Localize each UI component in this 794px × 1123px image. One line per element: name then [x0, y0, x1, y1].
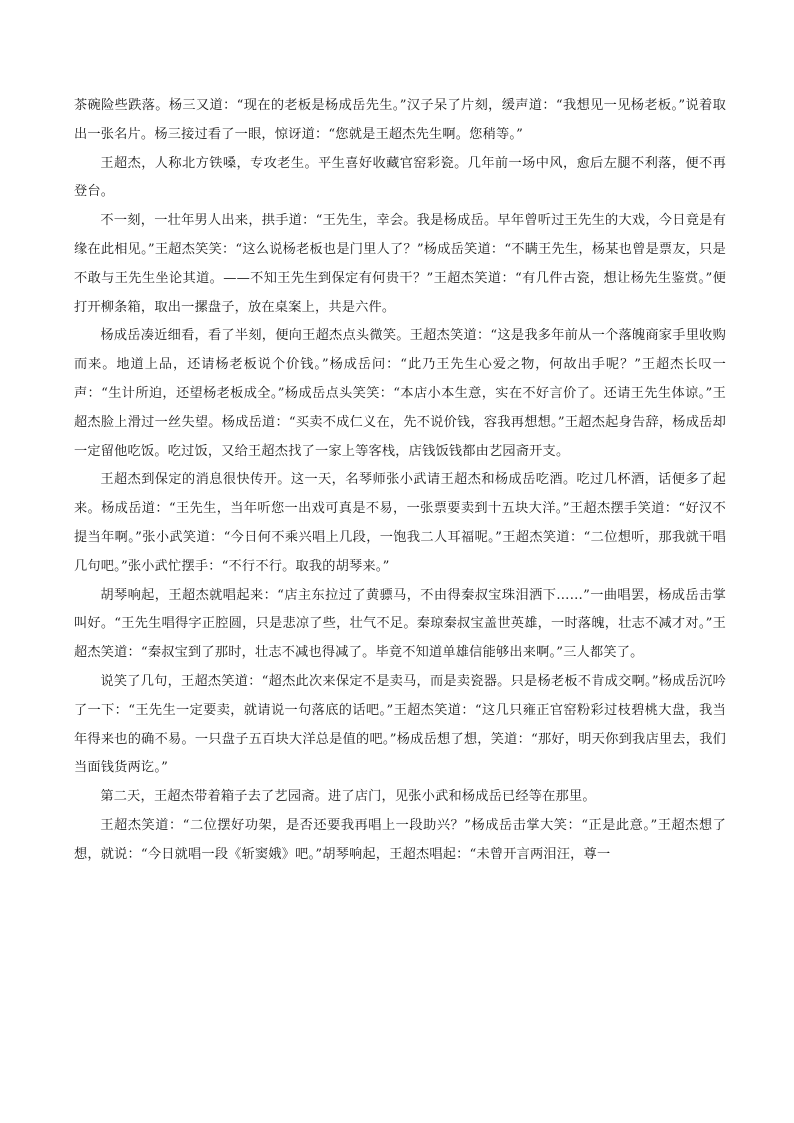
paragraph-2: 王超杰，人称北方铁嗓，专攻老生。平生喜好收藏官窑彩瓷。几年前一场中风，愈后左腿不利落，便不再登台。	[74, 155, 726, 200]
paragraph-3: 不一刻，一壮年男人出来，拱手道：“王先生，幸会。我是杨成岳。早年曾听过王先生的大戏，今日竟是有缘在此相见。”王超杰笑笑：“这么说杨老板也是门里人了？”杨成岳笑道：“不瞒王先生，杨某也曾是票友，只是不敢与王先生坐论其道。——不知王先生到保定有何贵干？”王超杰笑道：“有几件古瓷，想让杨先生鉴赏。”便打开柳条箱，取出一摞盘子，放在桌案上，共是六件。	[74, 213, 726, 315]
paragraph-7: 说笑了几句，王超杰笑道：“超杰此次来保定不是卖马，而是卖瓷器。只是杨老板不肯成交啊。”杨成岳沉吟了一下：“王先生一定要卖，就请说一句落底的话吧。”王超杰笑道：“这几只雍正官窑粉彩过枝碧桃大盘，我当年得来也的确不易。一只盘子五百块大洋总是值的吧。”杨成岳想了想，笑道：“那好，明天你到我店里去，我们当面钱货两讫。”	[74, 673, 726, 776]
paragraph-4: 杨成岳凑近细看，看了半刻，便向王超杰点头微笑。王超杰笑道：“这是我多年前从一个落魄商家手里收购而来。地道上品，还请杨老板说个价钱。”杨成岳问：“此乃王先生心爱之物，何故出手呢？”王超杰长叹一声：“生计所迫，还望杨老板成全。”杨成岳点头笑笑：“本店小本生意，实在不好言价了。还请王先生体谅。”王超杰脸上滑过一丝失望。杨成岳道：“买卖不成仁义在，先不说价钱，容我再想想。”王超杰起身告辞，杨成岳却一定留他吃饭。吃过饭，又给王超杰找了一家上等客栈，店钱饭钱都由艺园斋开支。	[74, 328, 726, 459]
paragraph-9: 王超杰笑道：“二位摆好功架，是否还要我再唱上一段助兴？”杨成岳击掌大笑：“正是此意。”王超杰想了想，就说：“今日就唱一段《斩窦娥》吧。”胡琴响起，王超杰唱起：“未曾开言两泪汪，尊一	[74, 817, 726, 862]
paragraph-1: 茶碗险些跌落。杨三又道：“现在的老板是杨成岳先生。”汉子呆了片刻，缓声道：“我想见一见杨老板。”说着取出一张名片。杨三接过看了一眼，惊讶道：“您就是王超杰先生啊。您稍等。”	[74, 98, 726, 142]
paragraph-8: 第二天，王超杰带着箱子去了艺园斋。进了店门，见张小武和杨成岳已经等在那里。	[100, 789, 596, 805]
paragraph-5: 王超杰到保定的消息很快传开。这一天，名琴师张小武请王超杰和杨成岳吃酒。吃过几杯酒，话便多了起来。杨成岳道：“王先生，当年听您一出戏可真是不易，一张票要卖到十五块大洋。”王超杰摆手笑道：“好汉不提当年啊。”张小武笑道：“今日何不乘兴唱上几段，一饱我二人耳福呢。”王超杰笑道：“二位想听，那我就干唱几句吧。”张小武忙摆手：“不行不行。取我的胡琴来。”	[74, 472, 726, 574]
article-body	[74, 92, 726, 870]
paragraph-6: 胡琴响起，王超杰就唱起来：“店主东拉过了黄骠马，不由得秦叔宝珠泪洒下……”一曲唱罢，杨成岳击掌叫好。“王先生唱得字正腔圆，只是悲凉了些，壮气不足。秦琼秦叔宝盖世英雄，一时落魄，壮志不减才对。”王超杰笑道：“秦叔宝到了那时，壮志不减也得减了。毕竟不知道单雄信能够出来啊。”三人都笑了。	[74, 587, 726, 661]
